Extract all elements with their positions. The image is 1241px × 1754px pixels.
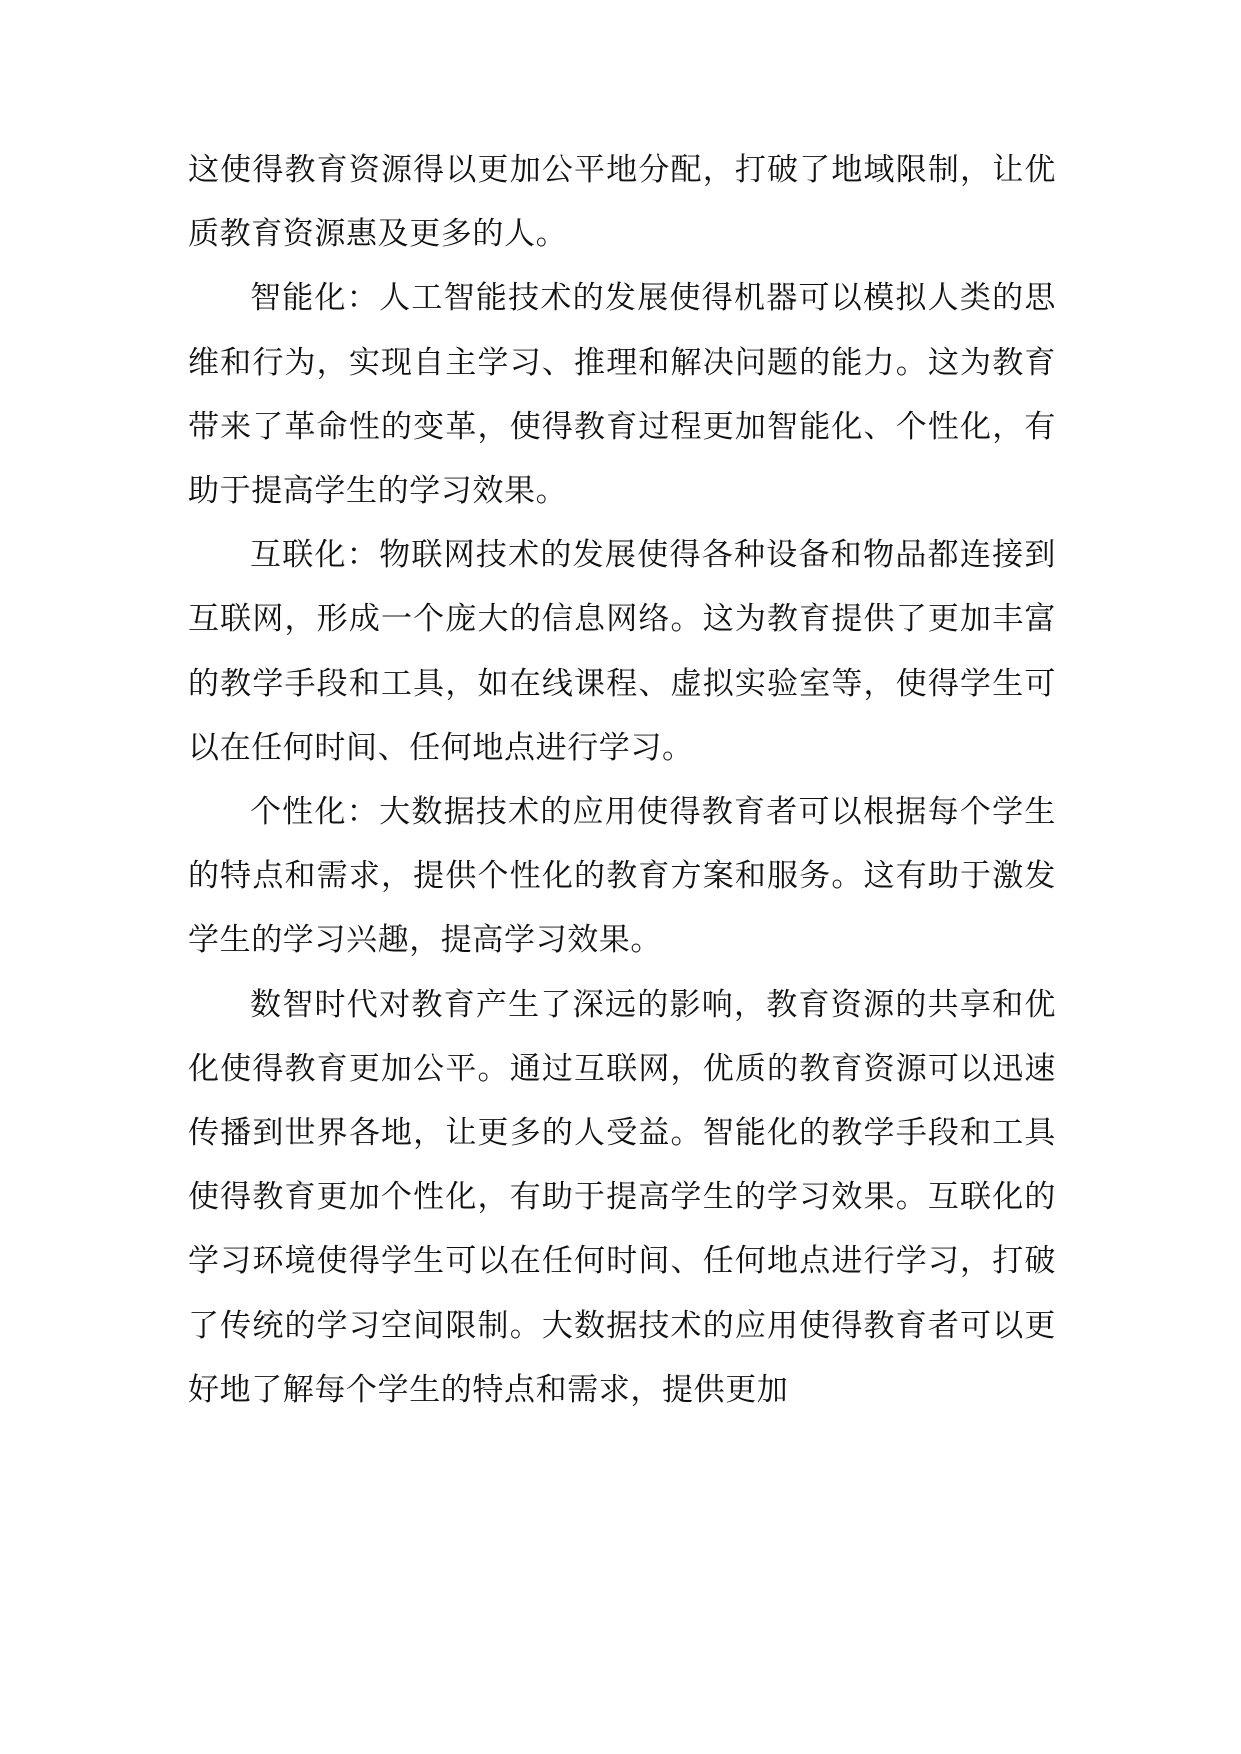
paragraph-continuation: 这使得教育资源得以更加公平地分配，打破了地域限制，让优质教育资源惠及更多的人。 [188, 152, 1056, 253]
paragraph-personalized: 个性化：大数据技术的应用使得教育者可以根据每个学生的特点和需求，提供个性化的教育方案和服务。这有助于激发学生的学习兴趣，提高学习效果。 [188, 794, 1056, 959]
paragraph-interconnected: 互联化：物联网技术的发展使得各种设备和物品都连接到互联网，形成一个庞大的信息网络。这为教育提供了更加丰富的教学手段和工具，如在线课程、虚拟实验室等，使得学生可以在任何时间、任何地点进行学习。 [188, 537, 1056, 766]
paragraph-intelligent: 智能化：人工智能技术的发展使得机器可以模拟人类的思维和行为，实现自主学习、推理和解决问题的能力。这为教育带来了革命性的变革，使得教育过程更加智能化、个性化，有助于提高学生的学习效果。 [188, 280, 1056, 510]
document-body [188, 138, 1056, 1422]
paragraph-impact: 数智时代对教育产生了深远的影响，教育资源的共享和优化使得教育更加公平。通过互联网，优质的教育资源可以迅速传播到世界各地，让更多的人受益。智能化的教学手段和工具使得教育更加个性化，有助于提高学生的学习效果。互联化的学习环境使得学生可以在任何时间、任何地点进行学习，打破了传统的学习空间限制。大数据技术的应用使得教育者可以更好地了解每个学生的特点和需求，提供更加 [188, 986, 1056, 1408]
